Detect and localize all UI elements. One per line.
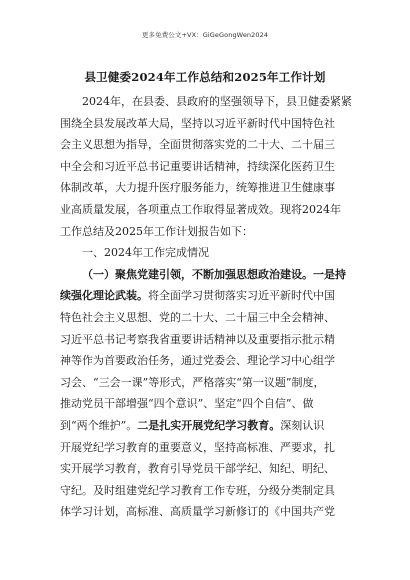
paragraph-line: 推动党员干部增强“四个意识”、坚定“四个自信”、做 (60, 397, 314, 411)
paragraph-text: 将全面学习贯彻落实习近平新时代中国 (148, 289, 335, 303)
document-title: 县卫健委2024年工作总结和2025年工作计划 (84, 70, 326, 84)
item-heading: （一）聚焦党建引领，不断加强思想政治建设。一是持 (82, 267, 346, 281)
paragraph-line (60, 415, 352, 437)
paragraph-line: 习近平总书记考察我省重要讲话精神以及重要指示批示精 (60, 332, 335, 346)
paragraph-line: 体学习计划，高标准、高质量学习新修订的《中国共产党 (60, 505, 335, 519)
document-body (60, 91, 352, 523)
paragraph-line: 特色社会主义思想、党的二十大、二十届三中全会精神、 (60, 310, 335, 324)
header-watermark: 更多免费公文+VX：GiGeGongWen2024 (141, 31, 269, 39)
paragraph-text: 深刻认识 (280, 418, 325, 432)
paragraph-line: 体制改革，大力提升医疗服务能力，统筹推进卫生健康事 (60, 181, 335, 195)
item-subheading: 续强化理论武装。 (60, 289, 148, 303)
paragraph-line: 会主义思想为指导，全面贯彻落实党的二十大、二十届三 (60, 138, 335, 152)
section-heading: 一、2024年工作完成情况 (82, 246, 209, 260)
paragraph-text: 到“两个维护”。 (60, 418, 138, 432)
paragraph-line: 神等作为首要政治任务，通过党委会、理论学习中心组学 (60, 354, 335, 368)
paragraph-line: 工作总结及2025年工作计划报告如下： (60, 224, 253, 238)
paragraph-line: 2024年，在县委、县政府的坚强领导下，县卫健委紧紧 (82, 95, 352, 108)
paragraph-line: 守纪。及时组建党纪学习教育工作专班，分级分类制定具 (60, 483, 335, 497)
paragraph-line: 中全会和习近平总书记重要讲话精神，持续深化医药卫生 (60, 159, 335, 173)
paragraph-line: 开展党纪学习教育的重要意义，坚持高标准、严要求，扎 (60, 440, 335, 454)
paragraph-line: 实开展学习教育，教育引导党员干部学纪、知纪、明纪、 (60, 462, 335, 476)
paragraph-line (60, 285, 352, 307)
paragraph-line: 业高质量发展，各项重点工作取得显著成效。现将2024年 (60, 202, 341, 216)
item-subheading: 二是扎实开展党纪学习教育。 (137, 418, 281, 432)
paragraph-line: 习会、“三会一课”等形式，严格落实“第一议题”制度， (60, 375, 325, 389)
paragraph-line: 围绕全县发展改革大局，坚持以习近平新时代中国特色社 (60, 116, 335, 130)
